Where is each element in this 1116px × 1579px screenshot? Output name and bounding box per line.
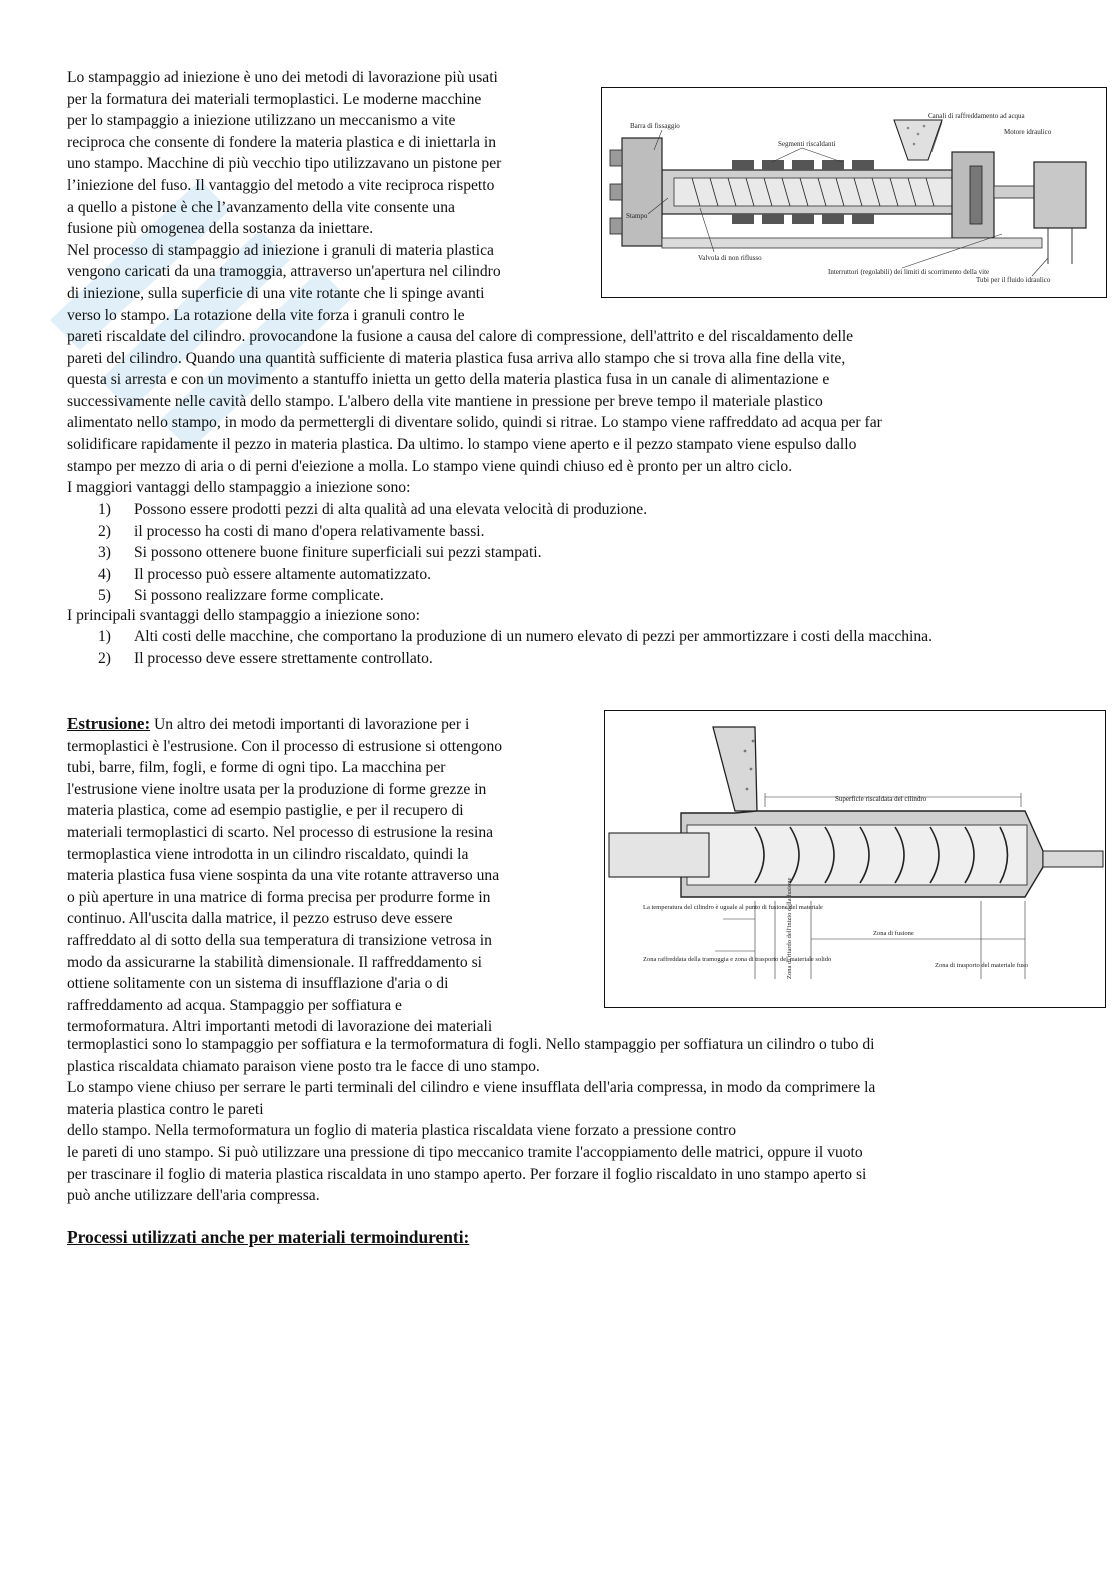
text-line [67,713,592,736]
list-number: 1) [98,501,111,518]
text-line: l’iniezione del fuso. Il vantaggio del metodo a vite reciproca rispetto [67,176,495,194]
text-line: termoplastica viene introdotta in un cilindro riscaldato, quindi la [67,845,469,863]
list-number: 2) [98,649,111,667]
list-item [98,564,1058,586]
text-line: termoplastici è l'estrusione. Con il processo di estrusione si ottengono [67,737,503,755]
text-line: materia plastica fusa viene sospinta da una vite rotante attraverso una [67,867,500,885]
disadvantages-intro: I principali svantaggi dello stampaggio a iniezione sono: [67,607,420,624]
text-line: termoplastici sono lo stampaggio per soffiatura e la termoformatura di fogli. Nello stampaggio per soffiatura un cilindro o tubo di [67,1036,875,1053]
advantages-list [98,499,1058,607]
label-stampo: Stampo [626,212,648,220]
text-line: Lo stampaggio ad iniezione è uno dei metodi di lavorazione più usati [67,69,498,86]
text-line: le pareti di uno stampo. Si può utilizzare una pressione di tipo meccanico tramite l'accoppiamento delle matrici, oppure il vuoto [67,1143,863,1161]
list-item [98,499,1058,521]
disadvantages-list [98,626,1018,669]
text-line: per la formatura dei materiali termoplastici. Le moderne macchine [67,90,482,108]
label-temperatura: La temperatura del cilindro è uguale al punto di fusione del materiale [643,904,823,911]
list-item [98,648,1018,670]
text-line: materia plastica contro le pareti [67,1100,264,1118]
text-line: solidificare rapidamente il pezzo in materia plastica. Da ultimo. lo stampo viene aperto e il pezzo stampato viene espulso dallo [67,435,857,453]
text-line: stampo per mezzo di aria o di perni d'eiezione a molla. Lo stampo viene quindi chiuso ed è pronto per un altro ciclo. [67,457,793,475]
label-tubi: Tubi per il fluido idraulico [976,276,1051,284]
intro-wrapped-text [67,67,592,326]
label-superficie: Superficie riscaldata del cilindro [835,795,927,803]
list-text: Si possono realizzare forme complicate. [134,587,384,605]
section-title: Processi utilizzati anche per materiali termoindurenti: [67,1227,470,1247]
list-text: Il processo deve essere strettamente controllato. [134,649,433,667]
list-text: Si possono ottenere buone finiture superficiali sui pezzi stampati. [134,544,542,562]
text-line: continuo. All'uscita dalla matrice, il pezzo estruso deve essere [67,910,453,928]
extrusion-wrapped-text [67,713,592,1038]
label-segmenti: Segmenti riscaldanti [778,140,836,148]
label-zona-raffreddata: Zona raffreddata della tramoggia e zona di trasporto del materiale solido [643,956,832,963]
text-line: uno stampo. Macchine di più vecchio tipo utilizzavano un pistone per [67,155,502,173]
text-line: verso lo stampo. La rotazione della vite forza i granuli contro le [67,306,465,324]
text-line: può anche utilizzare dell'aria compressa. [67,1187,320,1205]
list-item [98,542,1058,564]
text-line: I maggiori vantaggi dello stampaggio a iniezione sono: [67,479,411,497]
text-line: alimentato nello stampo, in modo da permettergli di diventare solido, quindi si ritrae. Lo stampo viene raffreddato ad acqua per far [67,414,882,432]
label-interruttori: Interruttori (regolabili) dei limiti di scorrimento della vite [828,268,990,276]
label-zona-trasporto: Zona di trasporto del materiale fuso [935,962,1028,969]
text-line: pareti riscaldate del cilindro. provocandone la fusione a causa del calore di compressione, dell'attrito e del riscaldamento delle [67,328,854,345]
list-item [98,585,1058,607]
list-item [98,626,1018,648]
list-number: 2) [98,522,111,540]
text-line: l'estrusione viene inoltre usata per la produzione di forme grezze in [67,780,487,798]
text-line: plastica riscaldata chiamato paraison viene posto tra le facce di uno stampo. [67,1057,540,1075]
text-line: Lo stampo viene chiuso per serrare le parti terminali del cilindro e viene insufflata dell'aria compressa, in modo da comprimere la [67,1079,876,1097]
text-line: successivamente nelle cavità dello stampo. L'albero della vite mantiene in pressione per breve tempo il materiale plastico [67,392,823,410]
text-line: per trascinare il foglio di materia plastica riscaldata in uno stampo aperto. Per forzare il foglio riscaldato in uno stampo aperto si [67,1165,867,1183]
text-line: questa si arresta e con un movimento a stantuffo inietta un getto della materia plastica fusa in un canale di alimentazione e [67,371,830,389]
extruder-figure [604,710,1106,1008]
text-line: materia plastica, come ad esempio pastiglie, e per il recupero di [67,802,464,820]
label-valvola: Valvola di non riflusso [698,254,762,262]
text-line: a quello a pistone è che l’avanzamento della vite consente una [67,198,455,216]
list-number: 5) [98,587,111,605]
text-line: fusione più omogenea della sostanza da iniettare. [67,220,374,238]
text-line: o più aperture in una matrice di forma precisa per produrre forme in [67,888,491,906]
text-line: reciproca che consente di fondere la materia plastica e di iniettarla in [67,133,497,151]
text-line: raffreddamento ad acqua. Stampaggio per soffiatura e [67,996,402,1014]
injection-machine-figure [601,87,1107,298]
list-number: 1) [98,628,111,645]
list-number: 3) [98,544,111,562]
text-line: pareti del cilindro. Quando una quantità sufficiente di materia plastica fusa arriva allo stampo che si trova alla fine della vite, [67,349,846,367]
text-span: Un altro dei metodi importanti di lavorazione per i [154,716,470,733]
list-text: Il processo può essere altamente automatizzato. [134,565,432,583]
text-line: materiali termoplastici di scarto. Nel processo di estrusione la resina [67,823,494,841]
label-zona-fusione: Zona di fusione [873,930,914,937]
text-line: dello stampo. Nella termoformatura un foglio di materia plastica riscaldata viene forzato a pressione contro [67,1122,736,1140]
text-line: Nel processo di stampaggio ad iniezione i granuli di materia plastica [67,241,494,259]
label-canali: Canali di raffreddamento ad acqua [928,112,1025,120]
extrusion-title: Estrusione: [67,714,151,733]
list-number: 4) [98,565,111,583]
text-line: modo da assicurarne la stabilità dimensionale. Il raffreddamento si [67,953,482,971]
text-line: di iniezione, sulla superficie di una vite rotante che li spinge avanti [67,284,485,302]
text-line: vengono caricati da una tramoggia, attraverso un'apertura nel cilindro [67,263,501,281]
text-line: raffreddato al di sotto della sua temperatura di transizione vetrosa in [67,931,492,949]
text-line: tubi, barre, film, fogli, e forme di ogni tipo. La macchina per [67,759,446,777]
list-item [98,521,1058,543]
label-zona-ritardo: Zona di ritardo dell'inizio della fusione [786,877,793,979]
extrusion-full-text [67,1034,1067,1207]
list-text: Possono essere prodotti pezzi di alta qualità ad una elevata velocità di produzione. [134,501,648,518]
label-motore: Motore idraulico [1004,128,1052,136]
list-text: il processo ha costi di mano d'opera relativamente bassi. [134,522,485,540]
label-barra: Barra di fissaggio [630,122,680,130]
text-line: termoformatura. Altri importanti metodi di lavorazione dei materiali [67,1018,493,1036]
intro-full-text [67,326,1067,499]
text-line: per lo stampaggio a iniezione utilizzano un meccanismo a vite [67,112,456,130]
text-line: ottiene solitamente con un sistema di insufflazione d'aria o di [67,975,449,993]
list-text: Alti costi delle macchine, che comportano la produzione di un numero elevato di pezzi per ammortizzare i costi della macchina. [134,628,932,645]
